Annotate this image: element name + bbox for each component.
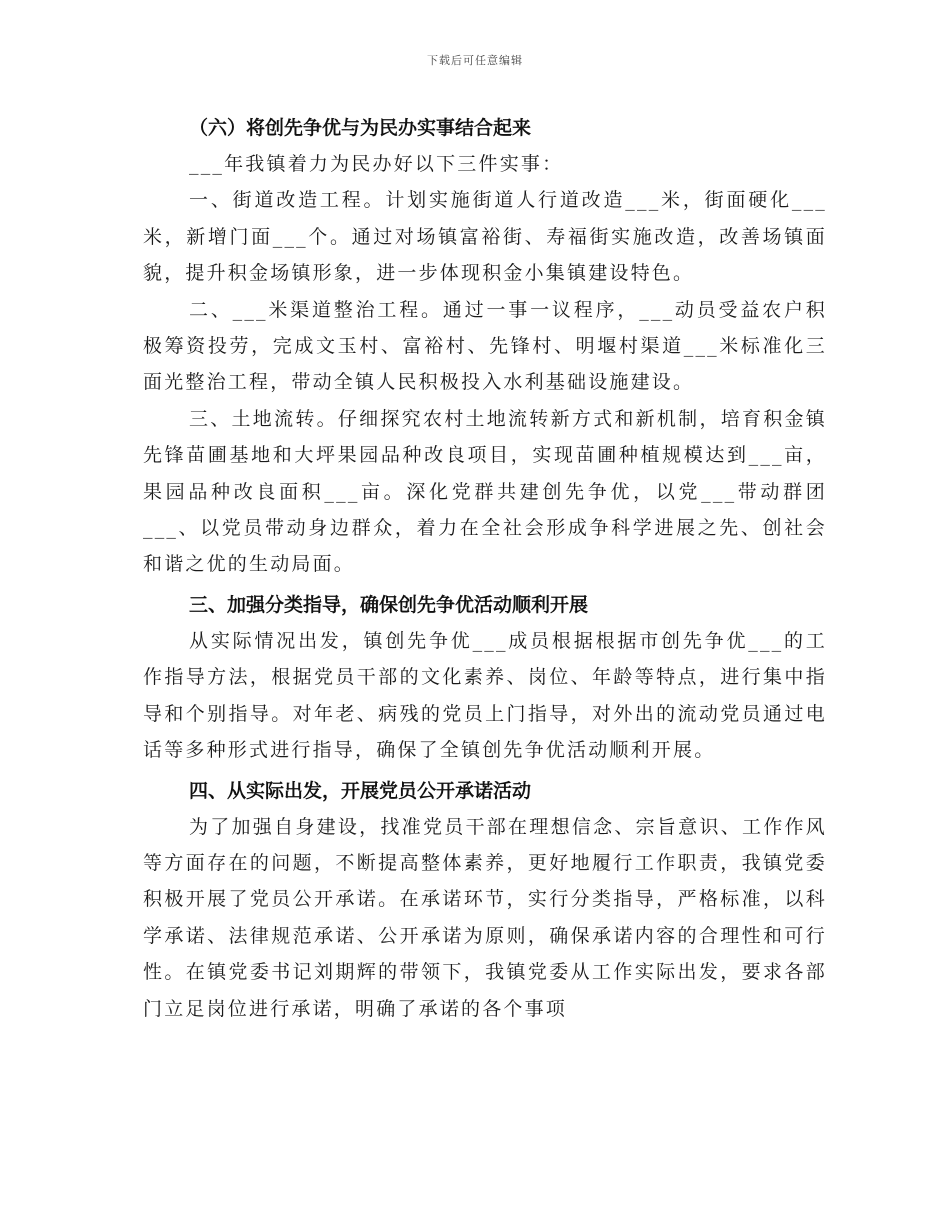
paragraph-canal-project: 二、___米渠道整治工程。通过一事一议程序，___动员受益农户积极筹资投劳，完成文玉村、富裕村、先锋村、明堰村渠道___米标准化三面光整治工程，带动全镇人民积极投入水利基础设施建设。 <box>143 298 827 394</box>
paragraph-land-transfer: 三、土地流转。仔细探究农村土地流转新方式和新机制，培育积金镇先锋苗圃基地和大坪果园品种改良项目，实现苗圃种植规模达到___亩，果园品种改良面积___亩。深化党群共建创先争优，以党___带动群团___、以党员带动身边群众，着力在全社会形成争科学进展之先、创社会和谐之优的生动局面。 <box>143 407 827 576</box>
section-4-heading: 四、从实际出发，开展党员公开承诺活动 <box>189 779 532 802</box>
running-header: 下载后可任意编辑 <box>427 54 523 67</box>
section-3-heading: 三、加强分类指导，确保创先争优活动顺利开展 <box>189 593 589 616</box>
paragraph-guidance: 从实际情况出发，镇创先争优___成员根据根据市创先争优___的工作指导方法，根据党员干部的文化素养、岗位、年龄等特点，进行集中指导和个别指导。对年老、病残的党员上门指导，对外出的流动党员通过电话等多种形式进行指导，确保了全镇创先争优活动顺利开展。 <box>143 629 827 762</box>
paragraph-street-project: 一、街道改造工程。计划实施街道人行道改造___米，街面硬化___米，新增门面___个。通过对场镇富裕街、寿福街实施改造，改善场镇面貌，提升积金场镇形象，进一步体现积金小集镇建设特色。 <box>143 189 827 285</box>
paragraph-intro: ___年我镇着力为民办好以下三件实事： <box>189 153 564 175</box>
paragraph-public-commitment: 为了加强自身建设，找准党员干部在理想信念、宗旨意识、工作作风等方面存在的问题，不断提高整体素养，更好地履行工作职责，我镇党委积极开展了党员公开承诺。在承诺环节，实行分类指导，严格标准，以科学承诺、法律规范承诺、公开承诺为原则，确保承诺内容的合理性和可行性。在镇党委书记刘期辉的带领下，我镇党委从工作实际出发，要求各部门立足岗位进行承诺，明确了承诺的各个事项 <box>143 815 827 1020</box>
section-6-heading: （六）将创先争优与为民办实事结合起来 <box>189 117 532 139</box>
document-body <box>143 110 827 1027</box>
